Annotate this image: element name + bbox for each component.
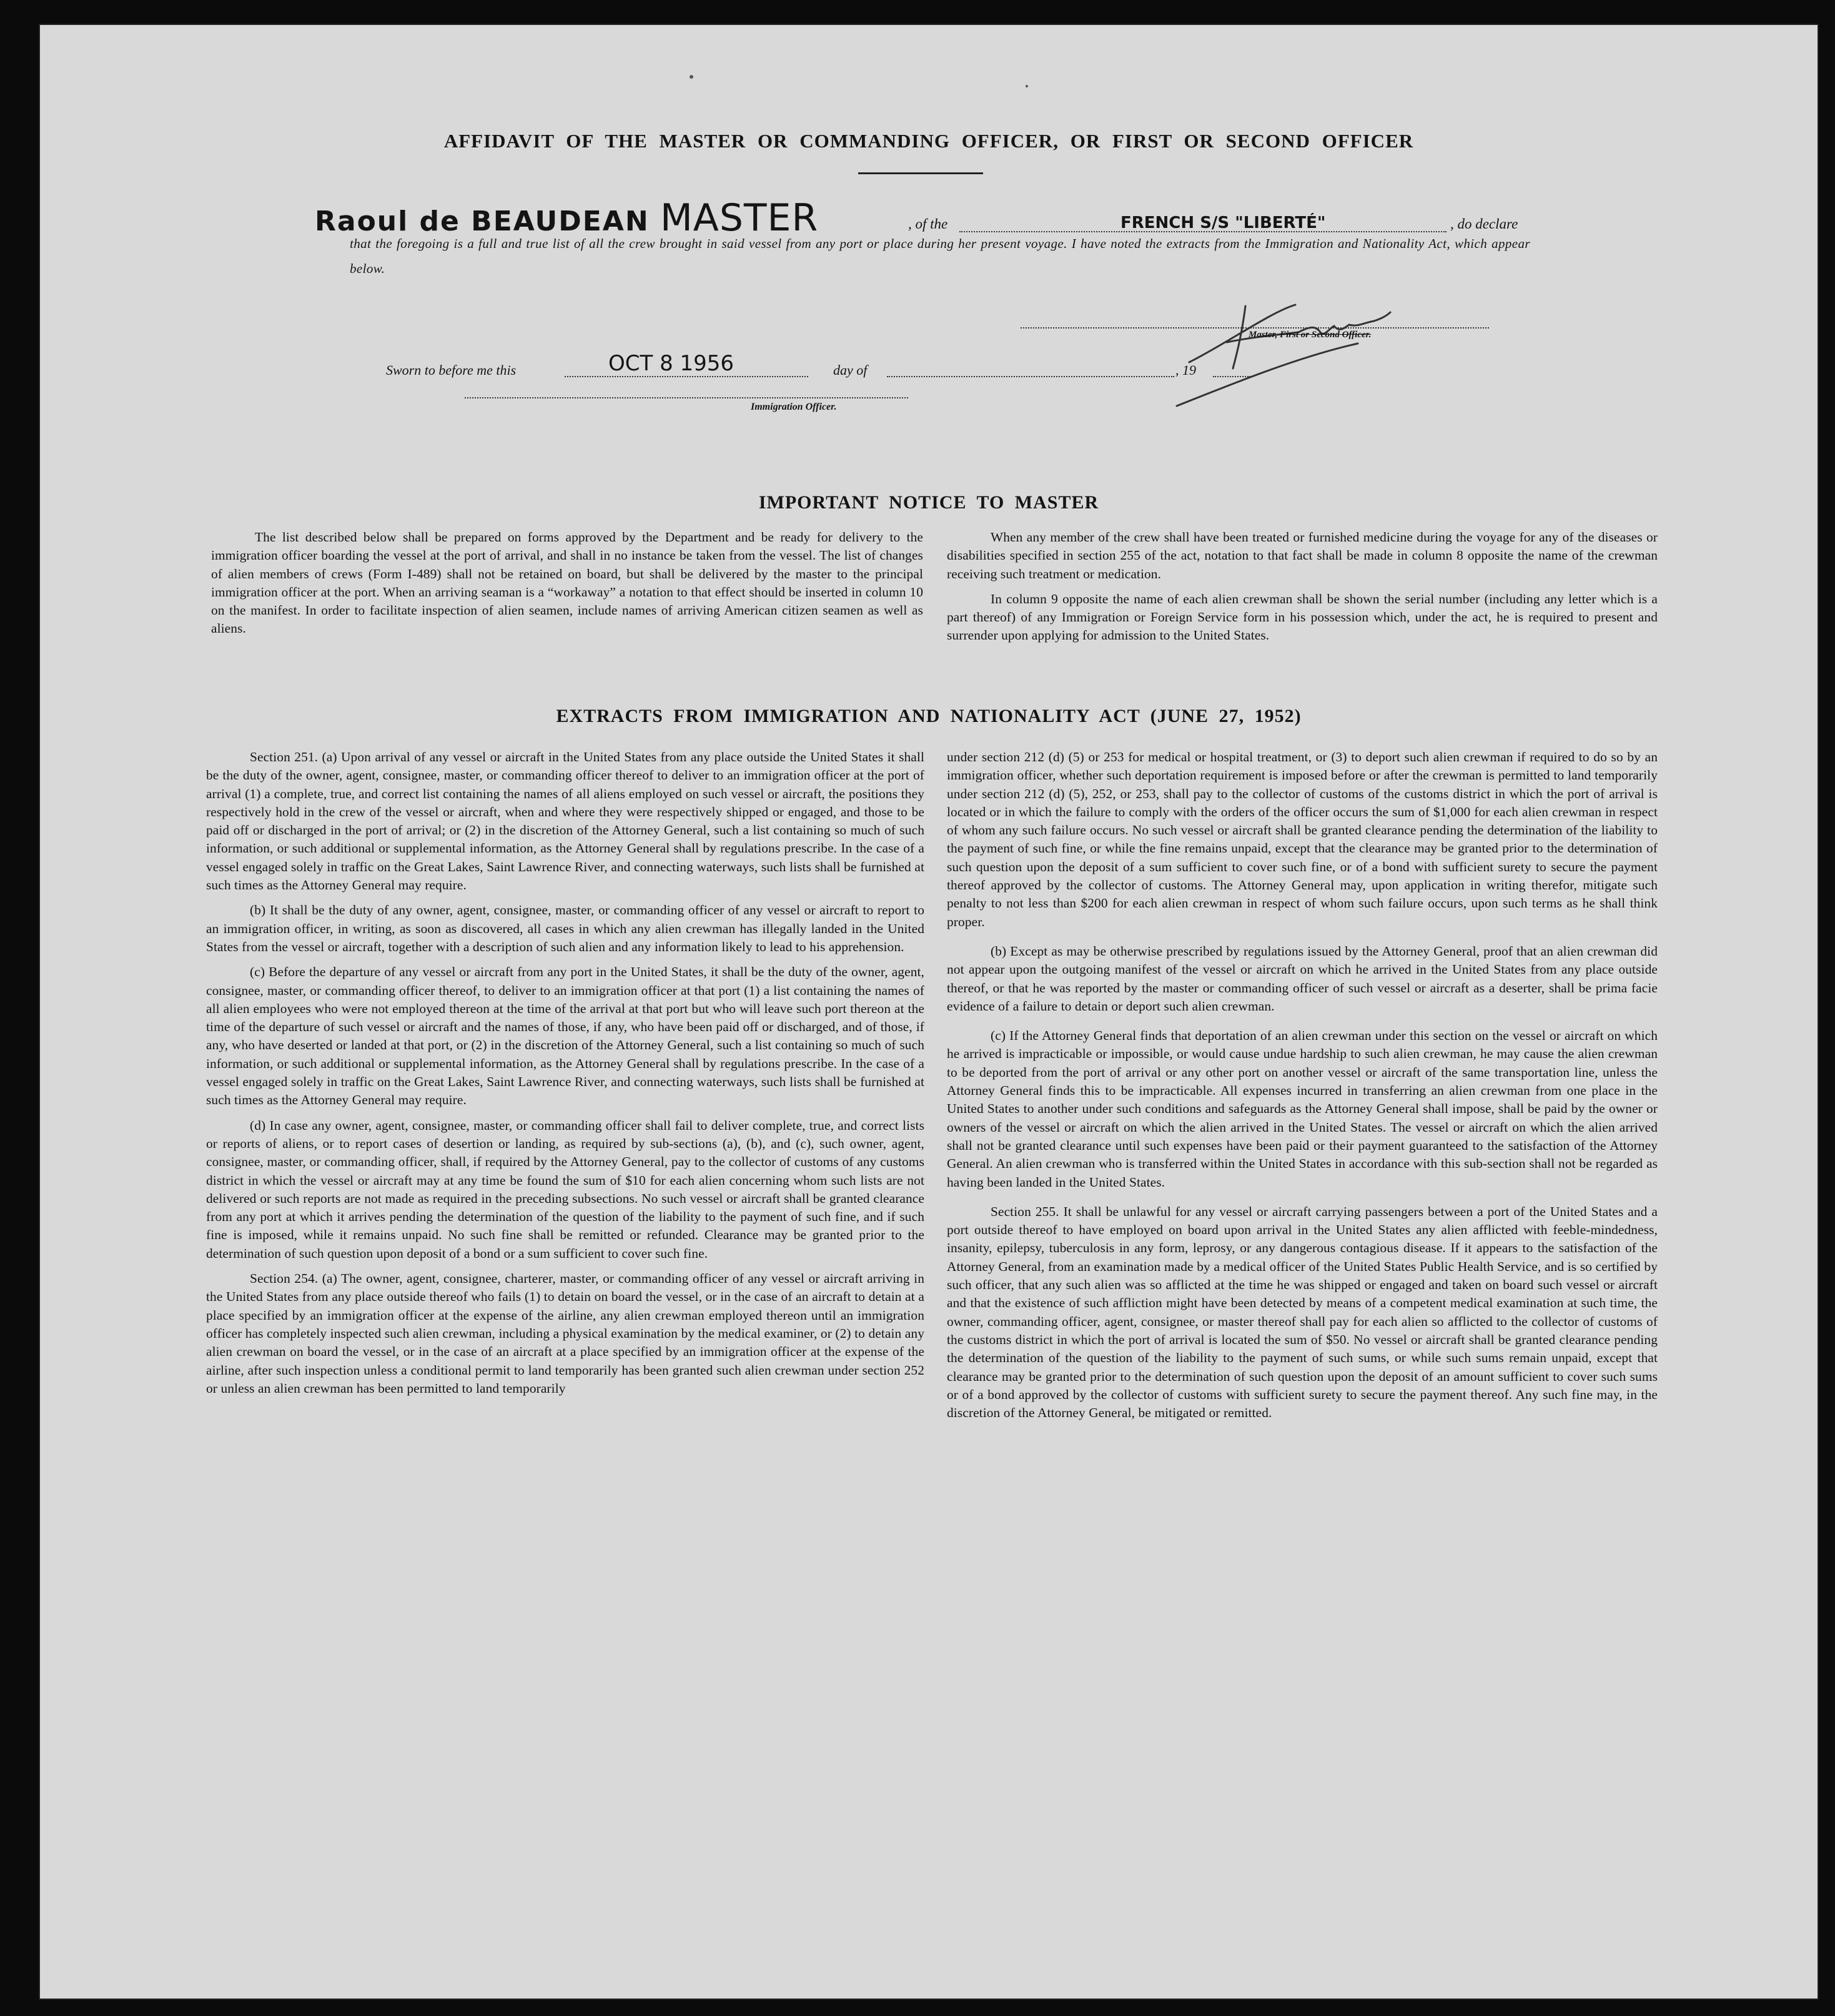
section-251-a: Section 251. (a) Upon arrival of any vessel or aircraft in the United States from any place outside the United States it shall be the duty of the owner, agent, consignee, master, or commanding officer thereof to deliver to an immigration officer at the port of arrival (1) a complete, true, and correct list containing the names of all aliens employed on such vessel or aircraft, the positions they respectively hold in the crew of the vessel or aircraft, when and where they were respectively shipped or engaged, and those to be paid off or discharged in the port of arrival; or (2) in the discretion of the Attorney General, such a list containing so much of such information, or such additional or supplemental information, as the Attorney General shall by regulations prescribe. In the case of a vessel engaged solely in traffic on the Great Lakes, Saint Lawrence River, and connecting waterways, such lists shall be furnished at such times as the Attorney General may require. (206, 749, 924, 893)
signature-dotted-line (1021, 327, 1489, 329)
section-251-b: (b) It shall be the duty of any owner, agent, consignee, master, or commanding officer of any vessel or aircraft to report to an immigration officer, in writing, as soon as discovered, all cases in which any alien crewman has illegally landed in the United States from the vessel or aircraft, together with a description of such alien and any information likely to lead to his apprehension. (206, 902, 924, 954)
title-rule (858, 172, 983, 174)
do-declare-label: , do declare (1450, 216, 1518, 232)
section-254-a-continued: under section 212 (d) (5) or 253 for medical or hospital treatment, or (3) to deport such alien crewman if required to do so by an immigration officer, whether such deportation requirement is imposed before or after the crewman is permitted to land temporarily under section 212 (d) (5), 252, or 253, shall pay to the collector of customs of the customs district in which the port of arrival is located or in which the failure to comply with the orders of the officer occurs the sum of $1,000 for each alien crewman in respect of whom any such failure occurs. No such vessel or aircraft shall be granted clearance pending the determination of the liability to the payment of such fine, or while the fine remains unpaid, except that the clearance may be granted prior to the determination of such question upon the deposit of a sum sufficient to cover such fine, or of a bond with sufficient surety to secure the payment thereof approved by the collector of customs. The Attorney General may, upon application in writing therefor, mitigate such penalty to not less than $200 for each alien crewman in respect of whom such failure occurs, upon such terms as he shall think proper. (947, 749, 1658, 929)
of-the-label: , of the (908, 216, 948, 232)
section-251-d: (d) In case any owner, agent, consignee, master, or commanding officer shall fail to deliver complete, true, and correct lists or reports of aliens, or to report cases of desertion or landing, as required by sub-sections (a), (b), and (c), such owner, agent, consignee, master, or commanding officer, shall, if required by the Attorney General, pay to the collector of customs of any customs district in which the vessel or aircraft may at any time be found the sum of $10 for each alien concerning whom such lists are not delivered or such reports are not made as required in the preceding subsections. No such vessel or aircraft shall be granted clearance from any port at which it arrives pending the determination of the question of the liability to the payment of such fine, and if such fine is imposed, while it remains unpaid. No such fine shall be remitted or refunded. Clearance may be granted prior to the determination of such question upon deposit of a bond or a sum sufficient to cover such fine. (206, 1117, 924, 1261)
notice-paragraph: In column 9 opposite the name of each alien crewman shall be shown the serial number (including any letter which is a part thereof) of any Immigration or Foreign Service form in his possession which, under the act, he is required to present and surrender upon applying for admission to the United States. (947, 591, 1658, 643)
year-dotted-line (1213, 376, 1250, 377)
notice-right-column (947, 528, 1658, 645)
sworn-label: Sworn to before me this (386, 362, 517, 378)
sworn-date-dotted-line (565, 376, 808, 377)
extracts-title: EXTRACTS FROM IMMIGRATION AND NATIONALITY ACT (JUNE 27, 1952) (556, 706, 1302, 726)
year-label: , 19 (1175, 362, 1196, 378)
declarant-rank: MASTER (660, 196, 819, 240)
section-255: Section 255. It shall be unlawful for any vessel or aircraft carrying passengers between a port of the United States and a port outside thereof to have employed on board upon arrival in the United States any alien afflicted with feeble-mindedness, insanity, epilepsy, tuberculosis in any form, leprosy, or any dangerous contagious disease. If it appears to the satisfaction of the Attorney General, from an examination made by a medical officer of the United States Public Health Service, and is so certified by such officer, that any such alien was so afflicted at the time he was shipped or engaged and taken on board such vessel or aircraft and that the existence of such affliction might have been detected by means of a competent medical examination at such time, the owner, commanding officer, agent, consignee, or master thereof shall pay for each alien so afflicted to the collector of customs of the customs district in which the port of arrival is located the sum of $50. No vessel or aircraft shall be granted clearance pending the determination of the question of the liability to the payment of such sums, or while such sums remain unpaid, except that clearance may be granted prior to the determination of such question upon the deposit of an amount sufficient to cover such sums or of a bond approved by the collector of customs with sufficient surety to secure the payment thereof. Any such fine may, in the discretion of the Attorney General, be mitigated or remitted. (947, 1203, 1658, 1421)
extracts-left-column (206, 748, 924, 1398)
signature-caption (1249, 330, 1371, 340)
section-251-c: (c) Before the departure of any vessel or aircraft from any port in the United States, it shall be the duty of the owner, agent, consignee, master, or commanding officer thereof, to deliver to an immigration officer at that port (1) a list containing the names of all alien employees who were not employed thereon at the time of the arrival at that port but who will leave such port thereon at the time of the departure of such vessel or aircraft and the names of those, if any, who have been paid off or discharged, and of those, if any, who have deserted or landed at that port, or (2) in the discretion of the Attorney General, such a list containing so much of such information, or such additional or supplemental information, as the Attorney General shall by regulations prescribe. In the case of a vessel engaged solely in traffic on the Great Lakes, Saint Lawrence River, and connecting waterways, such lists shall be furnished at such times as the Attorney General may require. (206, 964, 924, 1108)
affidavit-page (40, 25, 1818, 1999)
section-254-c: (c) If the Attorney General finds that deportation of an alien crewman under this section on the vessel or aircraft on which he arrived is impracticable or impossible, or would cause undue hardship to such alien crewman, he may cause the alien crewman to be deported from the port of arrival or any other port on another vessel or aircraft of the same transportation line, unless the Attorney General finds this to be impracticable. All expenses incurred in transferring an alien crewman from one place in the United States to another under such conditions and safeguards as the Attorney General shall impose, shall be paid by the owner or owners of the vessel or aircraft on which the alien arrived in the United States. The vessel or aircraft on which the alien arrived shall not be granted clearance until such expenses have been paid or their payment guaranteed to the satisfaction of the Attorney General. An alien crewman who is transferred within the United States in accordance with this sub-section shall not be regarded as having been landed in the United States. (947, 1028, 1658, 1190)
section-254-a: Section 254. (a) The owner, agent, consignee, charterer, master, or commanding officer of any vessel or aircraft arriving in the United States from any place outside thereof who fails (1) to detain on board the vessel, or in the case of an aircraft to detain at a place specified by an immigration officer at the expense of the airline, any alien crewman employed thereon until an immigration officer has completely inspected such alien crewman, including a physical examination by the medical examiner, or (2) to detain any alien crewman on board the vessel, or in the case of an aircraft at a place specified by an immigration officer at the expense of the airline, after such inspection unless a conditional permit to land temporarily has been granted such alien crewman under section 252 or unless an alien crewman has been permitted to land temporarily (206, 1271, 924, 1396)
sworn-date: OCT 8 1956 (608, 351, 734, 376)
struck-officer-caption: First or Second Officer. (1280, 330, 1372, 340)
immigration-officer-dotted-line (465, 397, 908, 398)
master-signature (1152, 275, 1514, 425)
month-dotted-line (887, 376, 1174, 377)
notice-title: IMPORTANT NOTICE TO MASTER (758, 492, 1099, 513)
page-speck (690, 75, 693, 79)
immigration-officer-caption: Immigration Officer. (751, 402, 837, 412)
section-254-b: (b) Except as may be otherwise prescribed by regulations issued by the Attorney General, proof that an alien crewman did not appear upon the outgoing manifest of the vessel or aircraft on which he arrived in the United States from any place outside thereof, or that he was reported by the master or commanding officer of such vessel or aircraft as a deserter, shall be prima facie evidence of a failure to detain or deport such alien crewman. (947, 943, 1658, 1014)
declarant-name: Raoul de BEAUDEAN (315, 205, 650, 237)
vessel-name: FRENCH S/S "LIBERTÉ" (1120, 214, 1326, 232)
day-of-label: day of (833, 362, 868, 378)
notice-left-column (211, 528, 923, 638)
affidavit-title: AFFIDAVIT OF THE MASTER OR COMMANDING OFFICER, OR FIRST OR SECOND OFFICER (443, 130, 1414, 152)
master-caption: Master, (1249, 330, 1278, 340)
notice-paragraph: The list described below shall be prepared on forms approved by the Department and be ready for delivery to the immigration officer boarding the vessel at the port of arrival, and shall in no instance be taken from the vessel. The list of changes of alien members of crews (Form I-489) shall not be retained on board, but shall be delivered by the master to the principal immigration officer at the port. When an arriving seaman is a “workaway” a notation to that effect should be inserted in column 10 on the manifest. In order to facilitate inspection of alien seamen, include names of arriving American citizen seamen as well as aliens. (211, 530, 923, 636)
page-speck (1026, 85, 1028, 87)
declaration-text: that the foregoing is a full and true list of all the crew brought in said vessel from any port or place during her present voyage. I have noted the extracts from the Immigration and Nationality Act, which appear below. (350, 236, 1530, 276)
extracts-right-column (947, 748, 1658, 1422)
notice-paragraph: When any member of the crew shall have been treated or furnished medicine during the voyage for any of the diseases or disabilities specified in section 255 of the act, notation to that fact shall be made in column 8 opposite the name of the crewman receiving such treatment or medication. (947, 530, 1658, 581)
